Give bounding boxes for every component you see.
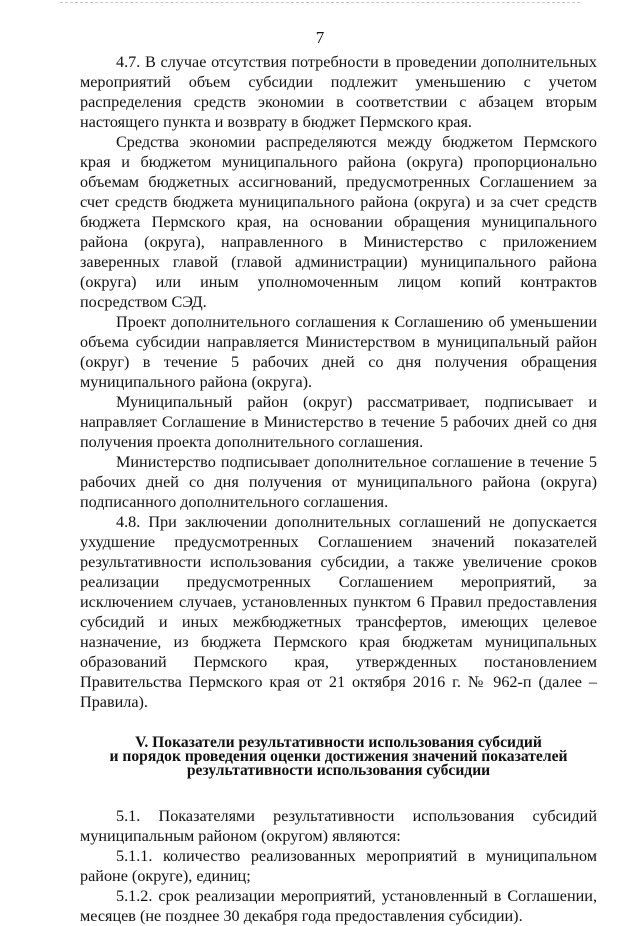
paragraph-5-1: 5.1. Показателями результативности использования субсидий муниципальным районом (округом) являются: [80,807,597,845]
section-heading-line-1: V. Показатели результативности использования субсидий [135,734,542,751]
section-5-heading [80,736,597,778]
section-heading-line-2: и порядок проведения оценки достижения значений показателей [109,748,568,765]
scan-edge-line [60,2,580,3]
paragraph-draft-agreement: Проект дополнительного соглашения к Соглашению об уменьшении объема субсидии направляется Министерством в муниципальный район (округ) в течение 5 рабочих дней со дня получения обращения муниципального района (округа). [80,313,597,391]
paragraph-5-1-2: 5.1.2. срок реализации мероприятий, установленный в Соглашении, месяцев (не позднее 30 декабря года предоставления субсидии). [80,887,597,925]
paragraph-4-8: 4.8. При заключении дополнительных соглашений не допускается ухудшение предусмотренных Соглашением значений показателей результативности использования субсидии, а также увеличение сроков реализации предусмотренных Соглашением мероприятий, за исключением случаев, установленных пунктом 6 Правил предоставления субсидий и иных межбюджетных трансфертов, имеющих целевое назначение, из бюджета Пермского края бюджетам муниципальных образований Пермского края, утвержденных постановлением Правительства Пермского края от 21 октября 2016 г. № 962-п (далее – Правила). [80,513,597,711]
paragraph-4-7: 4.7. В случае отсутствия потребности в проведении дополнительных мероприятий объем субсидии подлежит уменьшению с учетом распределения средств экономии в соответствии с абзацем вторым настоящего пункта и возврату в бюджет Пермского края. [80,53,597,131]
paragraph-savings-distribution: Средства экономии распределяются между бюджетом Пермского края и бюджетом муниципального района (округа) пропорционально объемам бюджетных ассигнований, предусмотренных Соглашением за счет средств бюджета муниципального района (округа) и за счет средств бюджета Пермского края, на основании обращения муниципального района (округа), направленного в Министерство с приложением заверенных главой (главой администрации) муниципального района (округа) или иным уполномоченным лицом копий контрактов посредством СЭД. [80,133,597,311]
document-body [80,52,597,926]
paragraph-district-signs: Муниципальный район (округ) рассматривает, подписывает и направляет Соглашение в Министерство в течение 5 рабочих дней со дня получения проекта дополнительного соглашения. [80,393,597,451]
page-number: 7 [315,28,325,47]
paragraph-ministry-signs: Министерство подписывает дополнительное соглашение в течение 5 рабочих дней со дня получения от муниципального района (округа) подписанного дополнительного соглашения. [80,453,597,511]
section-heading-line-3: результативности использования субсидии [186,762,491,779]
paragraph-5-1-1: 5.1.1. количество реализованных мероприятий в муниципальном районе (округе), единиц; [80,847,597,885]
